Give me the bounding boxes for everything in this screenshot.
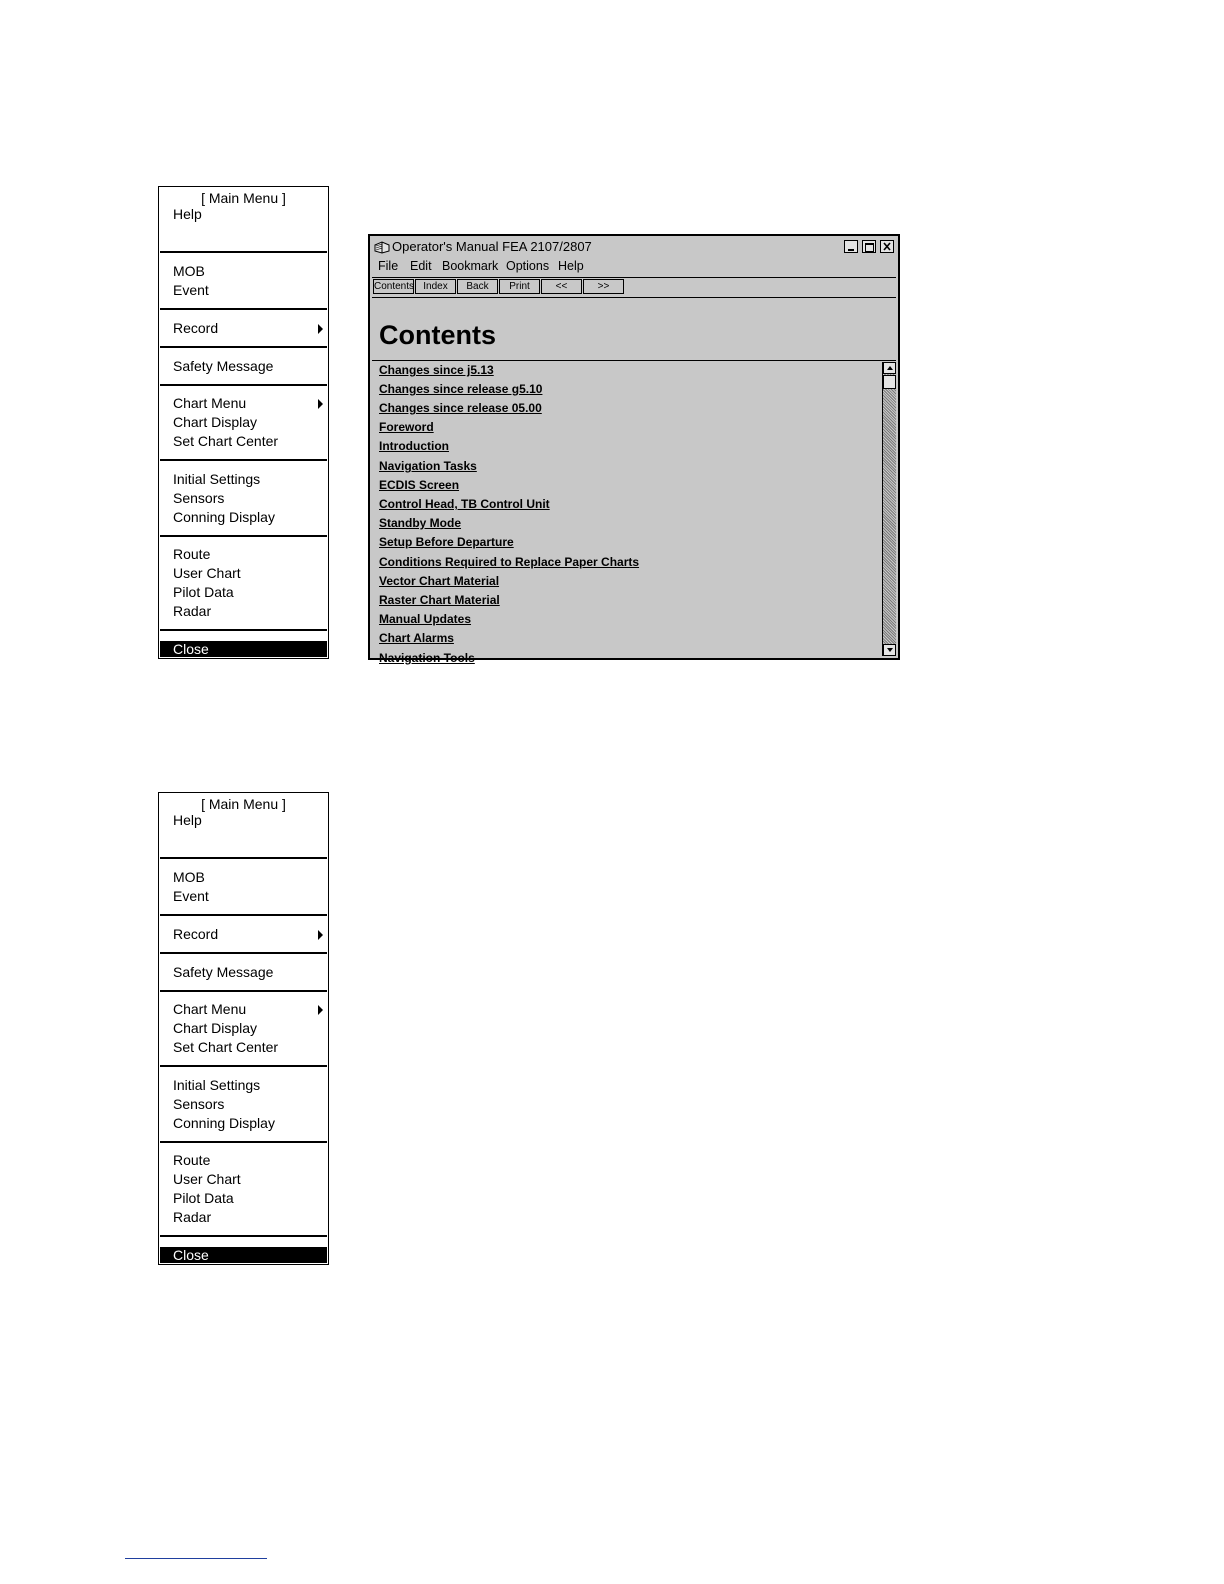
main-menu-panel-1	[158, 186, 329, 659]
contents-button[interactable]: Contents	[374, 281, 415, 292]
heading-divider	[372, 360, 896, 361]
menu-separator	[160, 952, 327, 954]
menu-item-record-label: Record	[173, 320, 219, 336]
menu-item-mob[interactable]: MOB	[173, 263, 205, 279]
scroll-down-button[interactable]	[883, 644, 896, 656]
menu-separator	[160, 914, 327, 916]
menu-item-record[interactable]	[173, 319, 324, 338]
window-title: Operator's Manual FEA 2107/2807	[392, 239, 592, 254]
menu-item-help[interactable]: Help	[173, 812, 202, 828]
help-window	[368, 234, 900, 665]
menu-separator	[160, 308, 327, 310]
menu-item-radar[interactable]: Radar	[173, 603, 212, 619]
submenu-arrow-icon	[318, 1005, 323, 1015]
menu-item-radar[interactable]: Radar	[173, 1209, 212, 1225]
topic-link[interactable]: Changes since release 05.00	[379, 401, 542, 415]
submenu-arrow-icon	[318, 324, 323, 334]
menu-item-safety-message[interactable]: Safety Message	[173, 358, 274, 374]
menu-separator	[160, 1235, 327, 1237]
menu-item-route[interactable]: Route	[173, 546, 211, 562]
menu-edit[interactable]: Edit	[410, 259, 432, 273]
menu-item-close[interactable]: Close	[160, 1247, 327, 1263]
menu-item-chart-display[interactable]: Chart Display	[173, 414, 258, 430]
minimize-button[interactable]	[844, 240, 858, 253]
menu-separator	[160, 1141, 327, 1143]
submenu-arrow-icon	[318, 399, 323, 409]
menu-item-conning-display[interactable]: Conning Display	[173, 509, 275, 525]
topic-link[interactable]: Foreword	[379, 420, 434, 434]
maximize-button[interactable]	[862, 240, 876, 253]
menu-item-user-chart[interactable]: User Chart	[173, 565, 241, 581]
menu-item-set-chart-center[interactable]: Set Chart Center	[173, 433, 279, 449]
menu-separator	[160, 1065, 327, 1067]
menu-item-close[interactable]: Close	[160, 641, 327, 657]
topic-link[interactable]: Chart Alarms	[379, 631, 454, 645]
contents-topic-list	[372, 362, 880, 665]
help-toolbar	[372, 277, 896, 298]
previous-button[interactable]: <<	[541, 279, 582, 294]
menu-item-pilot-data[interactable]: Pilot Data	[173, 1190, 234, 1206]
menu-item-mob[interactable]: MOB	[173, 869, 205, 885]
topic-link[interactable]: Changes since release g5.10	[379, 382, 543, 396]
footnote-rule	[125, 1558, 267, 1559]
menu-item-chart-display[interactable]: Chart Display	[173, 1020, 258, 1036]
scroll-thumb[interactable]	[883, 375, 896, 389]
menu-item-set-chart-center[interactable]: Set Chart Center	[173, 1039, 279, 1055]
index-button[interactable]: Index	[415, 279, 456, 294]
menu-separator	[160, 384, 327, 386]
title-bar	[372, 238, 896, 256]
minimize-icon	[848, 249, 854, 251]
menu-separator	[160, 857, 327, 859]
main-menu-panel-2	[158, 792, 329, 1265]
topic-link[interactable]: Navigation Tasks	[379, 459, 477, 473]
next-button[interactable]: >>	[583, 279, 624, 294]
maximize-icon	[865, 243, 874, 252]
book-icon	[374, 240, 390, 254]
menu-item-sensors[interactable]: Sensors	[173, 1096, 225, 1112]
topic-link[interactable]: Vector Chart Material	[379, 574, 500, 588]
menu-item-route[interactable]: Route	[173, 1152, 211, 1168]
menu-item-safety-message[interactable]: Safety Message	[173, 964, 274, 980]
vertical-scrollbar[interactable]	[882, 362, 896, 656]
topic-link[interactable]: Raster Chart Material	[379, 593, 500, 607]
menu-separator	[160, 346, 327, 348]
menu-file[interactable]: File	[378, 259, 399, 273]
submenu-arrow-icon	[318, 930, 323, 940]
back-button[interactable]: Back	[457, 279, 498, 294]
menu-item-pilot-data[interactable]: Pilot Data	[173, 584, 234, 600]
menu-separator	[160, 535, 327, 537]
arrow-up-icon	[887, 366, 893, 370]
menu-item-user-chart[interactable]: User Chart	[173, 1171, 241, 1187]
topic-link[interactable]: Manual Updates	[379, 612, 472, 626]
topic-link[interactable]: Introduction	[379, 439, 449, 453]
scroll-up-button[interactable]	[883, 362, 896, 374]
main-menu-title: [ Main Menu ]	[201, 796, 286, 812]
menu-bookmark[interactable]: Bookmark	[442, 259, 499, 273]
menu-help[interactable]: Help	[558, 259, 584, 273]
menu-item-help[interactable]: Help	[173, 206, 202, 222]
menu-item-event[interactable]: Event	[173, 282, 209, 298]
arrow-down-icon	[887, 648, 893, 652]
menu-item-initial-settings[interactable]: Initial Settings	[173, 471, 261, 487]
topic-link[interactable]: Conditions Required to Replace Paper Charts	[379, 555, 640, 569]
menu-item-record[interactable]	[173, 925, 324, 944]
menu-item-event[interactable]: Event	[173, 888, 209, 904]
menu-item-initial-settings[interactable]: Initial Settings	[173, 1077, 261, 1093]
topic-link[interactable]: Changes since j5.13	[379, 363, 494, 377]
menu-item-chart-menu-label: Chart Menu	[173, 1001, 247, 1017]
topic-link[interactable]: Setup Before Departure	[379, 535, 514, 549]
topic-link[interactable]: ECDIS Screen	[379, 478, 460, 492]
menu-separator	[160, 251, 327, 253]
menu-item-chart-menu-label: Chart Menu	[173, 395, 247, 411]
menu-item-conning-display[interactable]: Conning Display	[173, 1115, 275, 1131]
menu-separator	[160, 459, 327, 461]
menu-item-record-label: Record	[173, 926, 219, 942]
menu-item-chart-menu[interactable]	[173, 1000, 324, 1019]
menu-separator	[160, 629, 327, 631]
menu-item-sensors[interactable]: Sensors	[173, 490, 225, 506]
menu-item-chart-menu[interactable]	[173, 394, 324, 413]
menu-separator	[160, 990, 327, 992]
close-button[interactable]	[880, 240, 894, 253]
menu-bar	[372, 257, 896, 275]
main-menu-title: [ Main Menu ]	[201, 190, 286, 206]
print-button[interactable]: Print	[499, 279, 540, 294]
topic-link[interactable]: Navigation Tools	[379, 651, 475, 665]
menu-options[interactable]: Options	[506, 259, 550, 273]
topic-link[interactable]: Control Head, TB Control Unit	[379, 497, 550, 511]
topic-link[interactable]: Standby Mode	[379, 516, 462, 530]
contents-heading: Contents	[379, 320, 496, 350]
close-icon	[881, 241, 893, 252]
